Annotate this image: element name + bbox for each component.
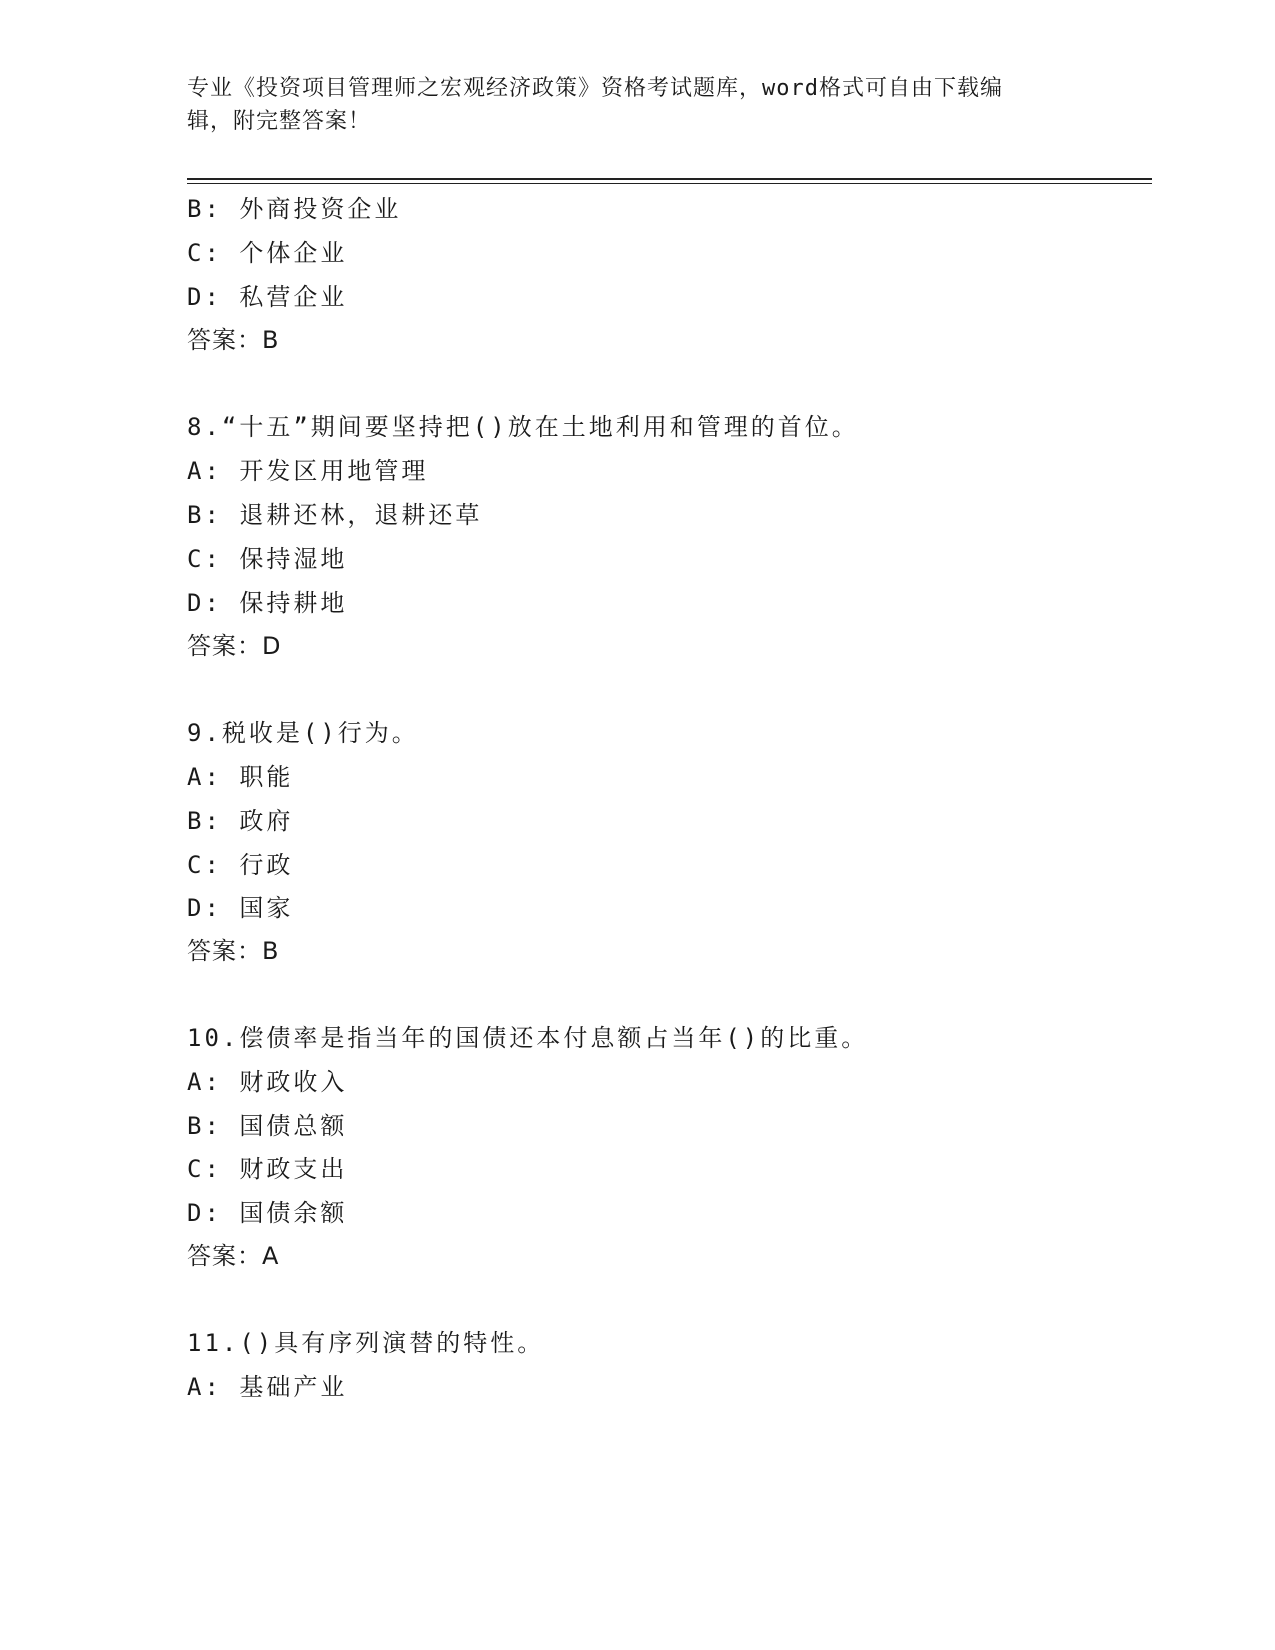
header-divider-thick <box>187 178 1152 180</box>
header-divider-thin <box>187 183 1152 184</box>
q9-option-b: B: 政府 <box>187 807 294 835</box>
q10-stem: 10.偿债率是指当年的国债还本付息额占当年()的比重。 <box>187 1024 869 1052</box>
header-line-2: 辑，附完整答案！ <box>187 109 372 134</box>
q9-answer: 答案：B <box>187 937 280 965</box>
q9-option-a: A: 职能 <box>187 763 294 791</box>
q10-option-c: C: 财政支出 <box>187 1155 348 1183</box>
q11-stem: 11.()具有序列演替的特性。 <box>187 1329 545 1357</box>
q8-option-a: A: 开发区用地管理 <box>187 457 429 485</box>
q7-option-d: D: 私营企业 <box>187 283 348 311</box>
q8-stem: 8.“十五”期间要坚持把()放在土地利用和管理的首位。 <box>187 413 859 441</box>
q10-option-d: D: 国债余额 <box>187 1199 348 1227</box>
q11-option-a: A: 基础产业 <box>187 1373 348 1401</box>
q8-answer: 答案：D <box>187 632 282 660</box>
q7-answer: 答案：B <box>187 326 280 354</box>
q8-option-d: D: 保持耕地 <box>187 589 348 617</box>
q7-option-b: B: 外商投资企业 <box>187 195 402 223</box>
q7-option-c: C: 个体企业 <box>187 239 348 267</box>
header-line-1: 专业《投资项目管理师之宏观经济政策》资格考试题库，word格式可自由下载编 <box>187 76 1003 101</box>
q9-stem: 9.税收是()行为。 <box>187 719 419 747</box>
q8-option-c: C: 保持湿地 <box>187 545 348 573</box>
q8-option-b: B: 退耕还林，退耕还草 <box>187 501 483 529</box>
q10-option-a: A: 财政收入 <box>187 1068 348 1096</box>
document-header <box>187 72 1067 138</box>
q10-option-b: B: 国债总额 <box>187 1112 348 1140</box>
q9-option-c: C: 行政 <box>187 851 294 879</box>
q9-option-d: D: 国家 <box>187 894 294 922</box>
q10-answer: 答案：A <box>187 1242 280 1270</box>
